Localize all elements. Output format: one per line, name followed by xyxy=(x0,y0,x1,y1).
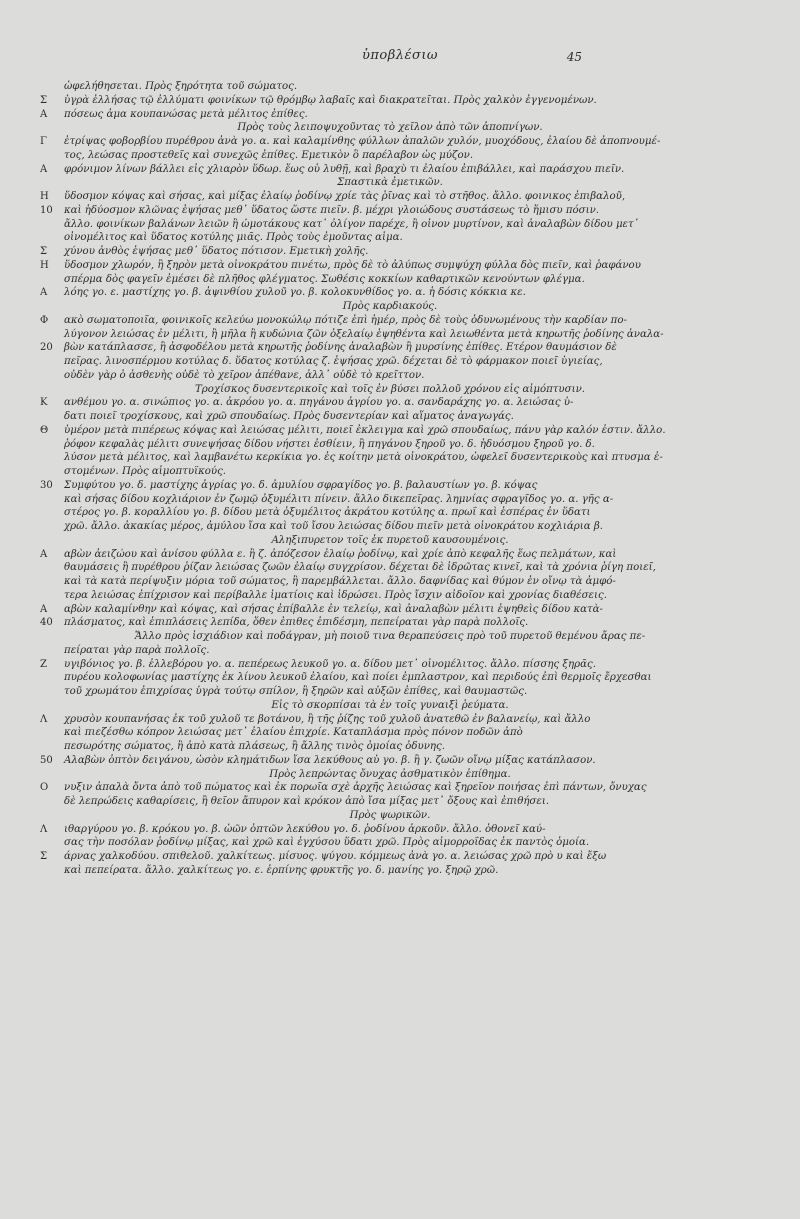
line-text: Ἄλλο πρὸς ἰσχιάδιον καὶ ποδάγραν, μὴ ποιοῦ τινα θεραπεύσεις πρὸ τοῦ πυρετοῦ θεμένου ἄρας πε- xyxy=(134,631,646,642)
margin-mark: Α xyxy=(40,163,48,175)
running-head: ὑποβλέσιω xyxy=(361,48,439,63)
text-line xyxy=(40,823,740,837)
line-text: στομένων. Πρὸς αἱμοπτυϊκούς. xyxy=(64,466,227,477)
text-line xyxy=(40,218,740,232)
line-text: ανθέμου γο. α. σινώπιος γο. α. ἀκρόου γο. α. πηγάνου ἀγρίου γο. α. σανδαράχης γο. α. λειώσας ὑ- xyxy=(64,397,574,409)
section-heading xyxy=(40,699,740,713)
line-text: νυξιν ἀπαλὰ ὄντα ἀπὸ τοῦ πώματος καὶ ἐκ πορωῖα σχὲ ἀρχῆς λειώσας καὶ ξηρεῖον ποιήσας ἐπὶ πάντων, ὄνυχας xyxy=(64,782,647,794)
text-line xyxy=(40,479,740,493)
line-text: πεσωρότης σώματος, ἢ ἀπὸ κατὰ πλάσεως, ἢ ἄλλης τινὸς ὁμοίας ὀδυνης. xyxy=(64,741,445,752)
line-text: ὑγρὰ ἐλλήσας τῷ ἐλλύματι φοινίκων τῷ θρόμβῳ λαβαῖς καὶ διακρατεῖται. Πρὸς χαλκὸν ἐγγενομένων. xyxy=(64,94,597,106)
text-line xyxy=(40,506,740,520)
line-text: πόσεως ἀμα κουπανώσας μετὰ μέλιτος ἐπίθες. xyxy=(64,108,308,120)
section-heading xyxy=(40,176,740,190)
line-text: θαυμάσεις ἢ πυρέθρου ῥίζαν λειώσας ζωῶν ἐλαίῳ συγχρίσον. δέχεται δὲ ἱδρῶτας κινεῖ, καὶ τὰ χρόνια ῥίγη ποιεῖ, xyxy=(64,562,656,574)
margin-mark: 20 xyxy=(40,342,53,354)
text-line xyxy=(40,286,740,300)
text-line xyxy=(40,603,740,617)
greek-text-body xyxy=(40,80,740,878)
line-text: λύγονον λειώσας ἐν μέλιτι, ἢ μῆλα ἢ κυδώνια ζῶν ὀξελαίῳ ἑψηθέντα καὶ λειωθέντα μετὰ κηρωτῆς ῥοδίνης ἀναλα- xyxy=(64,328,664,340)
text-line xyxy=(40,671,740,685)
line-text: αβὼν ἀειζώου καὶ ἀνίσου φύλλα ε. ἢ ζ. ἀπόζεσον ἐλαίῳ ῥοδίνῳ, καὶ χρίε ἀπὸ κεφαλῆς ἕως πελμάτων, καὶ xyxy=(64,548,617,560)
line-text: ὠφελήθησεται. Πρὸς ξηρότητα τοῦ σώματος. xyxy=(64,81,298,92)
section-heading xyxy=(40,121,740,135)
margin-mark: Σ xyxy=(40,851,48,862)
text-line xyxy=(40,561,740,575)
text-line xyxy=(40,850,740,864)
line-text: Εἰς τὸ σκορπίσαι τὰ ἐν τοῖς γυναιξὶ ῥεύματα. xyxy=(271,699,509,711)
line-text: οὐδὲν γὰρ ὁ ἀσθενὴς οὐδὲ τὸ χεῖρον ἀπέθανε, ἀλλ᾽ οὐδὲ τὸ κρεῖττον. xyxy=(64,369,425,381)
text-line xyxy=(40,163,740,177)
line-text: άρνας χαλκοδύου. σπιθελοῦ. χαλκίτεως. μίσυος. ψύγου. κόμμεως ἀνὰ γο. α. λειώσας χρῶ πρὸ υ καὶ ἔξω xyxy=(64,851,607,862)
line-text: πυρέου κολοφωνίας μαστίχης ἐκ λίνου λευκοῦ ἐλαίου, καὶ ποίει ἐμπλαστρον, καὶ περιδούς ἐπὶ θερμοῖς ἔρχεσθαι xyxy=(64,672,652,684)
text-line xyxy=(40,685,740,699)
section-heading xyxy=(40,809,740,823)
line-text: καὶ ἡδύοσμον κλῶνας ἑψήσας μεθ᾽ ὕδατος ὥστε πιεῖν. β. μέχρι γλοιώδους συστάσεως τὸ ἥμισυ πόσιν. xyxy=(64,204,600,216)
line-text: σπέρμα δὸς φαγεῖν ἐμέσει δὲ πλῆθος φλέγματος. Σωθέσις κοκκίων καθαρτικῶν κενούντων φλέγμα. xyxy=(64,273,585,285)
text-line xyxy=(40,314,740,328)
text-line xyxy=(40,465,740,479)
line-text: ὕδοσμον κόψας καὶ σήσας, καὶ μίξας ἐλαίῳ ῥοδίνῳ χρίε τὰς ῥῖνας καὶ τὸ στῆθος. ἄλλο. φοινικος ἐπιβαλοῦ, xyxy=(64,191,626,202)
text-line xyxy=(40,836,740,850)
text-line xyxy=(40,328,740,342)
margin-mark: Φ xyxy=(40,314,49,326)
line-text: βὼν κατάπλασσε, ἢ ἀσφοδέλου μετὰ κηρωτῆς ῥοδίνης ἀναλαβὼν ἢ μυρσίνης ἐπίθες. Ετέρον θαυμάσιον δὲ xyxy=(64,342,617,354)
text-line xyxy=(40,396,740,410)
margin-mark: 50 xyxy=(40,754,53,766)
margin-mark: Κ xyxy=(40,397,48,409)
line-text: καὶ πιεζέσθω κόπρον λειώσας μετ᾽ ἐλαίου ἐπιχρίε. Καταπλάσμα πρὸς πόνον ποδῶν ἀπὸ xyxy=(64,727,523,739)
line-text: χύνου ἀνθὸς ἑψήσας μεθ᾽ ὕδατος πότισον. Εμετικὴ χολῆς. xyxy=(64,246,369,257)
line-text: οἰνομέλιτος καὶ ὕδατος κοτύλης μιᾶς. Πρὸς τοὺς ἐμοῦντας αἷμα. xyxy=(64,232,403,244)
text-line xyxy=(40,438,740,452)
page-number: 45 xyxy=(566,50,582,64)
text-line xyxy=(40,713,740,727)
margin-mark: Σ xyxy=(40,246,48,257)
text-line xyxy=(40,369,740,383)
section-heading xyxy=(40,768,740,782)
margin-mark: Η xyxy=(40,259,49,271)
section-heading xyxy=(40,534,740,548)
text-line xyxy=(40,658,740,672)
margin-mark: Ο xyxy=(40,782,49,794)
line-text: στέρος γο. β. κοραλλίου γο. β. δίδου μετὰ ὀξυμέλιτος ἀκράτου κοτύλης α. πρωΐ καὶ ἑσπέρας ἐν ὕδατι xyxy=(64,507,591,519)
line-text: πλάσματος, καὶ ἐπιπλάσεις λεπίδα, ὅθεν ἐπιθες ἐπιδέσμη, πεπείραται γὰρ παρὰ πολλοῖς. xyxy=(64,617,529,629)
text-line xyxy=(40,424,740,438)
line-text: ἄλλο. φοινίκων βαλάνων λειῶν ἢ ὠμοτάκους κατ᾽ ὀλίγον παρέχε, ἢ οἶνον μυρτίνον, καὶ ἀναλαβὼν δίδου μετ᾽ xyxy=(64,218,639,230)
text-line xyxy=(40,616,740,630)
line-text: Τροχίσκος δυσεντερικοῖς καὶ τοῖς ἐν βύσει πολλοῦ χρόνου εἰς αἱμόπτυσιν. xyxy=(194,383,585,395)
text-line xyxy=(40,410,740,424)
line-text: Πρὸς τοὺς λειποψυχοῦντας τὸ χεῖλον ἀπὸ τῶν ἀποπνίγων. xyxy=(237,122,543,134)
text-line xyxy=(40,190,740,204)
text-line xyxy=(40,589,740,603)
line-text: ὑμέρον μετὰ πιπέρεως κόψας καὶ λειώσας μέλιτι, ποιεῖ ἐκλειγμα καὶ χρῶ σπουδαίως, πάνυ γὰρ καλόν ἐστιν. ἄλλο. xyxy=(64,424,666,436)
margin-mark: Α xyxy=(40,287,48,299)
line-text: Πρὸς λεπρώντας ὄνυχας ἀσθματικὸν ἐπίθημα. xyxy=(269,768,511,780)
text-line xyxy=(40,80,740,94)
margin-mark: Α xyxy=(40,603,48,615)
text-line xyxy=(40,754,740,768)
line-text: Αλαβὼν ὀπτὸν δειγάνου, ὡσὸν κλημάτιδων ἴσα λεκύθους αὐ γο. β. ἢ γ. ζωῶν οἴνῳ μίξας κατάπλασον. xyxy=(64,754,596,766)
line-text: Αληξιπυρετον τοῖς ἐκ πυρετοῦ καυσουμένοις. xyxy=(271,534,509,546)
line-text: χρυσὸν κουπανήσας ἐκ τοῦ χυλοῦ τε βοτάνου, ἢ τῆς ῥίζης τοῦ χυλοῦ ἀνατεθῶ ἐν βαλανείῳ, καὶ ἄλλο xyxy=(64,713,591,725)
line-text: Πρὸς καρδιακούς. xyxy=(342,301,438,312)
margin-mark: Α xyxy=(40,548,48,560)
margin-mark: Σ xyxy=(40,94,48,106)
line-text: Πρὸς ψωρικῶν. xyxy=(349,809,431,821)
text-line xyxy=(40,204,740,218)
text-line xyxy=(40,493,740,507)
text-line xyxy=(40,795,740,809)
margin-mark: Λ xyxy=(40,823,48,835)
margin-mark: Ζ xyxy=(40,658,47,670)
text-line xyxy=(40,548,740,562)
text-line xyxy=(40,149,740,163)
line-text: ἐτρίψας φοβορβίου πυρέθρου ἀνὰ γο. α. καὶ καλαμίνθης φύλλων ἀπαλῶν χυλόν, μυοχόδους, ἐλαίου δὲ ἀποπνουμέ- xyxy=(64,136,661,147)
text-line xyxy=(40,864,740,878)
text-line xyxy=(40,740,740,754)
margin-mark: Α xyxy=(40,108,48,120)
text-line xyxy=(40,520,740,534)
line-text: καὶ σήσας δίδου κοχλιάριον ἐν ζωμῷ ὀξυμέλιτι πίνειν. ἄλλο δικεπεῖρας. λημνίας σφραγῖδος γο. α. γῆς α- xyxy=(64,493,614,505)
text-line xyxy=(40,94,740,108)
line-text: χρῶ. ἄλλο. ἀκακίας μέρος, ἀμύλου ἴσα καὶ τοῦ ἴσου λειώσας δίδου πιεῖν μετὰ οἰνοκράτου κοχλιάρια β. xyxy=(64,521,603,532)
section-heading xyxy=(40,383,740,397)
line-text: τος, λεώσας προστεθεῖς καὶ συνεχῶς ἐπίθες. Εμετικὸν ὃ παρέλαβον ὡς μύζον. xyxy=(64,149,474,161)
line-text: ῥόφον κεφαλὰς μέλιτι συνεψήσας δίδου νήστει ἐσθίειν, ἢ πηγάνου ξηροῦ γο. δ. ἡδυόσμου ξηροῦ γο. δ. xyxy=(64,438,595,450)
text-line xyxy=(40,273,740,287)
text-line xyxy=(40,341,740,355)
margin-mark: 40 xyxy=(40,617,53,629)
line-text: σας τὴν ποσόλαν ῥοδίνῳ μίξας, καὶ χρῶ καὶ ἐγχύσου ὕδατι χρῶ. Πρὸς αἱμορροΐδας ἐκ παντὸς ὁμοία. xyxy=(64,837,590,849)
text-line xyxy=(40,726,740,740)
margin-mark: Λ xyxy=(40,713,48,725)
margin-mark: Η xyxy=(40,191,49,202)
line-text: φρόνιμον λίνων βάλλει εἰς χλιαρὸν ὕδωρ. ἕως οὗ λυθῇ, καὶ βραχὺ τι ἐλαίου ἐπιβάλλει, καὶ παράσχου πιεῖν. xyxy=(64,163,625,175)
line-text: Συμφύτου γο. δ. μαστίχης ἀγρίας γο. δ. ἀμυλίου σφραγίδος γο. β. βαλαυστίων γο. β. κόψας xyxy=(64,479,538,491)
text-line xyxy=(40,259,740,273)
section-heading xyxy=(40,300,740,314)
margin-mark: Θ xyxy=(40,424,49,436)
line-text: λύσον μετὰ μέλιτος, καὶ λαμβανέτω κερκίκια γο. ἐς κοίτην μετὰ οἰνοκράτου, ὠφελεῖ δυσεντερικοὺς καὶ πτυσμα ἐ- xyxy=(64,452,663,464)
line-text: ακὸ σωματοποιῖα, φοινικοῖς κελεύω μονοκώλῳ πότιζε ἐπὶ ἡμέρ, πρὸς δὲ τοὺς ὀδυνωμένους τὴν καρδίαν πο- xyxy=(64,314,627,326)
text-line xyxy=(40,108,740,122)
text-line xyxy=(40,451,740,465)
margin-mark: 30 xyxy=(40,479,53,491)
line-text: αβὼν καλαμίνθην καὶ κόψας, καὶ σήσας ἐπίβαλλε ἐν τελείῳ, καὶ ἀναλαβὼν μέλιτι ἑψηθεὶς δίδου κατὰ- xyxy=(64,603,603,615)
line-text: λόης γο. ε. μαστίχης γο. β. ἀψινθίου χυλοῦ γο. β. κολοκυνθίδος γο. α. ἡ δόσις κόκκια κε. xyxy=(64,287,526,299)
text-line xyxy=(40,135,740,149)
margin-mark: Γ xyxy=(40,136,47,147)
line-text: Σπαστικὰ ἐμετικῶν. xyxy=(337,177,443,189)
line-text: υγιβόνιος γο. β. ἐλλεβόρου γο. α. πεπέρεως λευκοῦ γο. α. δίδου μετ᾽ οἰνομέλιτος. ἄλλο. πίσσης ξηρᾶς. xyxy=(64,658,596,670)
line-text: δὲ λεπρώδεις καθαρίσεις, ἢ θεῖον ἄπυρον καὶ κρόκον ἀπὸ ἴσα μίξας μετ᾽ ὄξους καὶ ἐπιθήσει. xyxy=(64,796,550,807)
line-text: ιθαργύρου γο. β. κρόκου γο. β. ὠῶν ὀπτῶν λεκύθου γο. δ. ῥοδίνου ἀρκοῦν. ἄλλο. ὀθονεῖ καύ- xyxy=(64,823,546,835)
margin-mark: 10 xyxy=(40,204,53,216)
section-heading xyxy=(40,630,740,644)
text-line xyxy=(40,575,740,589)
text-line xyxy=(40,245,740,259)
text-line xyxy=(40,644,740,658)
text-line xyxy=(40,355,740,369)
line-text: καὶ τὰ κατὰ περίψυξιν μόρια τοῦ σώματος, ἢ παρεμβάλλεται. ἄλλο. δαφνίδας καὶ θύμον ἐν οἴνῳ τὰ ἀμφό- xyxy=(64,576,616,587)
text-line xyxy=(40,231,740,245)
text-line xyxy=(40,781,740,795)
line-text: πεῖρας. λινοσπέρμου κοτύλας δ. ὕδατος κοτύλας ζ. ἑψήσας χρῶ. δέχεται δὲ τὸ φάρμακον ποιεῖ ὑγιείας, xyxy=(64,356,603,367)
line-text: τοῦ χρωμάτου ἐπιχρίσας ὑγρὰ τούτῳ σπίλον, ἢ ξηρῶν καὶ αὐξῶν ἐπίθες, καὶ θαυμαστῶς. xyxy=(64,686,528,697)
line-text: καὶ πεπείρατα. ἄλλο. χαλκίτεως γο. ε. ἐρπίνης φρυκτῆς γο. δ. μανίης γο. ξηρῷ χρῶ. xyxy=(64,864,499,876)
line-text: ὕδοσμον χλωρόν, ἢ ξηρὸν μετὰ οἰνοκράτου πινέτω, πρὸς δὲ τὸ ἀλύπως συμψύχη φύλλα δὸς πιεῖν, καὶ ῥαφάνου xyxy=(64,259,641,271)
line-text: δατι ποιεῖ τροχίσκους, καὶ χρῶ σπουδαίως. Πρὸς δυσεντερίαν καὶ αἵματος ἀναγωγάς. xyxy=(64,411,514,422)
line-text: πείραται γὰρ παρὰ πολλοῖς. xyxy=(64,644,210,656)
line-text: τερα λειώσας ἐπίχρισον καὶ περίβαλλε ἱματίοις καὶ ἱδρώσει. Πρὸς ἴσχιν αἰδοῖον καὶ χρονίας διαθέσεις. xyxy=(64,589,607,601)
